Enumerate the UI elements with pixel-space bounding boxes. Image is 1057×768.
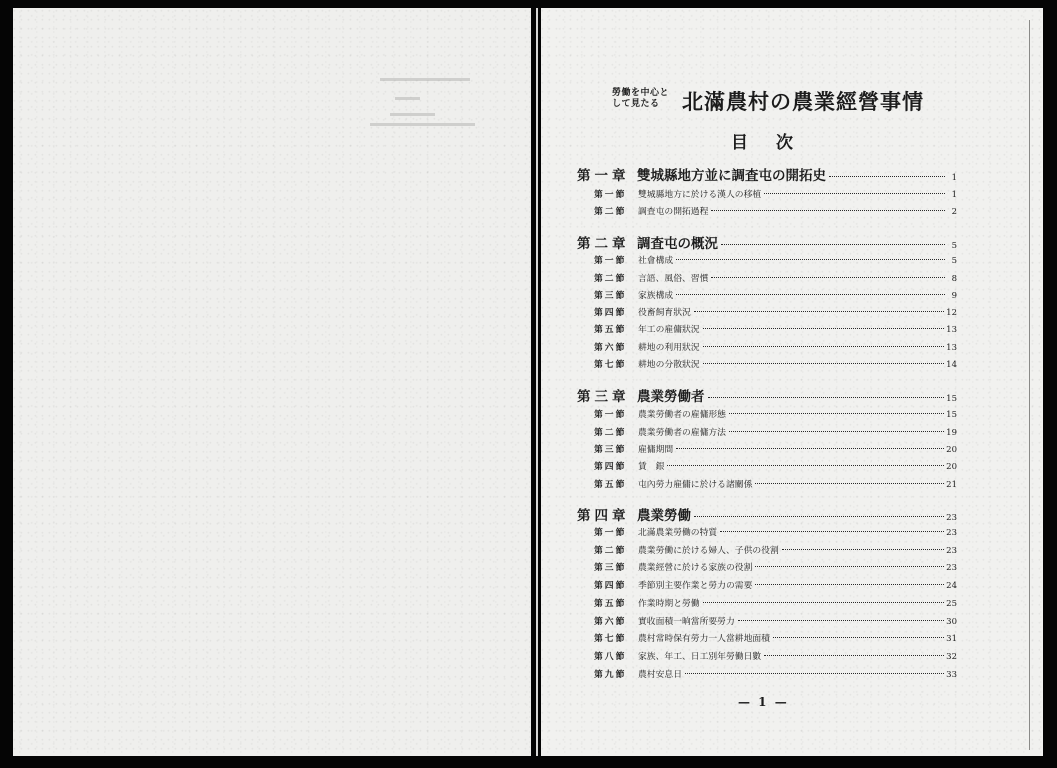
section-title: 季節別主要作業と勞力の需要 bbox=[638, 581, 753, 591]
section-title: 農業勞働者の雇傭形態 bbox=[638, 410, 726, 420]
book-subtitle-line-2: して見たる bbox=[612, 99, 660, 109]
section-label: 第七節 bbox=[594, 634, 627, 644]
dot-leader bbox=[703, 363, 945, 364]
toc-section bbox=[594, 459, 957, 473]
section-title: 農業勞働に於ける婦人、子供の役割 bbox=[638, 546, 779, 556]
section-label: 第四節 bbox=[594, 308, 627, 318]
dot-leader bbox=[708, 397, 945, 398]
section-title: 屯內勞力雇傭に於ける諸關係 bbox=[638, 480, 753, 490]
dot-leader bbox=[729, 413, 944, 414]
section-title: 賃 銀 bbox=[638, 462, 665, 472]
section-label: 第二節 bbox=[594, 207, 627, 217]
page-number: 2 bbox=[951, 207, 957, 217]
page-number: 8 bbox=[951, 274, 957, 284]
chapter-title: 雙城縣地方並に調査屯の開拓史 bbox=[637, 168, 826, 184]
toc-section bbox=[594, 614, 957, 628]
toc-section bbox=[594, 596, 957, 610]
page-number: 31 bbox=[946, 634, 957, 644]
section-title: 調査屯の開拓過程 bbox=[638, 207, 709, 217]
toc-section bbox=[594, 204, 957, 218]
dot-leader bbox=[694, 516, 944, 517]
section-label: 第一節 bbox=[594, 528, 627, 538]
section-label: 第三節 bbox=[594, 563, 627, 573]
section-title: 農村常時保有勞力一人當耕地面積 bbox=[638, 634, 770, 644]
dot-leader bbox=[755, 566, 944, 567]
chapter-title: 農業勞働者 bbox=[637, 389, 705, 405]
section-title: 作業時期と勞働 bbox=[638, 599, 700, 609]
toc-section bbox=[594, 543, 957, 557]
toc-section bbox=[594, 425, 957, 439]
section-label: 第五節 bbox=[594, 480, 627, 490]
page-number: 19 bbox=[946, 428, 957, 438]
toc-section bbox=[594, 253, 957, 267]
dot-leader bbox=[720, 531, 944, 532]
toc-section bbox=[594, 477, 957, 491]
page-number: 25 bbox=[946, 599, 957, 609]
page-number: 23 bbox=[946, 528, 957, 538]
dot-leader bbox=[764, 193, 945, 194]
dot-leader bbox=[755, 483, 944, 484]
dot-leader bbox=[711, 277, 945, 278]
page-number: 14 bbox=[946, 360, 957, 370]
toc-section bbox=[594, 357, 957, 371]
dot-leader bbox=[667, 465, 944, 466]
section-title: 農業經營に於ける家族の役割 bbox=[638, 563, 753, 573]
toc-section bbox=[594, 631, 957, 645]
toc-chapter-2 bbox=[577, 232, 957, 250]
toc-section bbox=[594, 271, 957, 285]
chapter-label: 第四章 bbox=[577, 508, 630, 524]
section-label: 第一節 bbox=[594, 410, 627, 420]
toc-section bbox=[594, 560, 957, 574]
toc-section bbox=[594, 407, 957, 421]
book-subtitle bbox=[612, 88, 669, 110]
page-number: 20 bbox=[946, 462, 957, 472]
section-title: 家族構成 bbox=[638, 291, 674, 301]
section-label: 第六節 bbox=[594, 617, 627, 627]
toc-section bbox=[594, 305, 957, 319]
section-label: 第七節 bbox=[594, 360, 627, 370]
toc-heading: 目次 bbox=[731, 133, 821, 153]
section-title: 耕地の分散狀況 bbox=[638, 360, 700, 370]
dot-leader bbox=[764, 655, 944, 656]
page-number: 9 bbox=[951, 291, 957, 301]
section-label: 第三節 bbox=[594, 445, 627, 455]
dot-leader bbox=[755, 584, 944, 585]
page-number: 33 bbox=[946, 670, 957, 680]
toc-section bbox=[594, 442, 957, 456]
book-subtitle-line-1: 勞働を中心と bbox=[612, 88, 670, 98]
dot-leader bbox=[703, 328, 945, 329]
dot-leader bbox=[782, 549, 944, 550]
dot-leader bbox=[694, 311, 944, 312]
dot-leader bbox=[676, 294, 945, 295]
dot-leader bbox=[703, 602, 945, 603]
dot-leader bbox=[721, 244, 945, 245]
toc-section bbox=[594, 649, 957, 663]
chapter-label: 第一章 bbox=[577, 168, 630, 184]
page-number: 15 bbox=[946, 394, 957, 404]
page-number: 32 bbox=[946, 652, 957, 662]
chapter-label: 第二章 bbox=[577, 236, 630, 252]
dot-leader bbox=[685, 673, 944, 674]
chapter-title: 農業勞働 bbox=[637, 508, 691, 524]
dot-leader bbox=[676, 259, 945, 260]
page-number: 15 bbox=[946, 410, 957, 420]
dot-leader bbox=[729, 431, 944, 432]
toc-section bbox=[594, 288, 957, 302]
left-page bbox=[13, 8, 531, 756]
section-label: 第二節 bbox=[594, 274, 627, 284]
section-label: 第一節 bbox=[594, 190, 627, 200]
toc-section bbox=[594, 667, 957, 681]
page-number: 5 bbox=[951, 241, 957, 251]
section-label: 第八節 bbox=[594, 652, 627, 662]
toc-section bbox=[594, 340, 957, 354]
toc-section bbox=[594, 322, 957, 336]
page-number: 21 bbox=[946, 480, 957, 490]
dot-leader bbox=[703, 346, 945, 347]
page-number: 12 bbox=[946, 308, 957, 318]
section-label: 第四節 bbox=[594, 581, 627, 591]
section-label: 第六節 bbox=[594, 343, 627, 353]
dot-leader bbox=[676, 448, 944, 449]
toc-chapter-4 bbox=[577, 504, 957, 522]
bleed-through-mark bbox=[380, 78, 470, 81]
section-label: 第一節 bbox=[594, 256, 627, 266]
section-title: 實收面積一晌當所要勞力 bbox=[638, 617, 735, 627]
page-number: 13 bbox=[946, 343, 957, 353]
section-label: 第五節 bbox=[594, 325, 627, 335]
page-number: 1 bbox=[951, 190, 957, 200]
bleed-through-mark bbox=[395, 97, 420, 100]
section-label: 第五節 bbox=[594, 599, 627, 609]
section-title: 社會構成 bbox=[638, 256, 674, 266]
page-folio: — 1 — bbox=[738, 695, 789, 709]
chapter-label: 第三章 bbox=[577, 389, 630, 405]
section-label: 第九節 bbox=[594, 670, 627, 680]
page-number: 1 bbox=[951, 173, 957, 183]
section-title: 年工の雇傭狀況 bbox=[638, 325, 700, 335]
chapter-title: 調査屯の概況 bbox=[637, 236, 718, 252]
section-title: 農業勞働者の雇傭方法 bbox=[638, 428, 726, 438]
book-title: 北滿農村の農業經營事情 bbox=[682, 89, 924, 114]
section-title: 雙城縣地方に於ける漢人の移植 bbox=[638, 190, 762, 200]
section-title: 雇傭期間 bbox=[638, 445, 674, 455]
book-spine bbox=[536, 8, 538, 756]
page-number: 24 bbox=[946, 581, 957, 591]
toc-section bbox=[594, 187, 957, 201]
section-title: 家族、年工、日工別年勞働日數 bbox=[638, 652, 762, 662]
page-number: 20 bbox=[946, 445, 957, 455]
page-number: 13 bbox=[946, 325, 957, 335]
section-label: 第三節 bbox=[594, 291, 627, 301]
dot-leader bbox=[829, 176, 945, 177]
section-label: 第二節 bbox=[594, 428, 627, 438]
toc-section bbox=[594, 578, 957, 592]
page-number: 23 bbox=[946, 546, 957, 556]
toc-chapter-3 bbox=[577, 385, 957, 403]
page-number: 23 bbox=[946, 513, 957, 523]
section-title: 役畜飼育狀況 bbox=[638, 308, 691, 318]
toc-section bbox=[594, 525, 957, 539]
bleed-through-mark bbox=[390, 113, 435, 116]
page-edge-line bbox=[1029, 20, 1030, 750]
page-number: 30 bbox=[946, 617, 957, 627]
section-title: 耕地の利用狀況 bbox=[638, 343, 700, 353]
dot-leader bbox=[773, 637, 944, 638]
section-title: 農村安息日 bbox=[638, 670, 682, 680]
section-title: 言語、風俗、習慣 bbox=[638, 274, 709, 284]
page-number: 5 bbox=[951, 256, 957, 266]
section-label: 第二節 bbox=[594, 546, 627, 556]
bleed-through-mark bbox=[370, 123, 475, 126]
section-title: 北滿農業勞働の特質 bbox=[638, 528, 718, 538]
dot-leader bbox=[738, 620, 944, 621]
toc-chapter-1 bbox=[577, 164, 957, 182]
dot-leader bbox=[711, 210, 945, 211]
section-label: 第四節 bbox=[594, 462, 627, 472]
page-number: 23 bbox=[946, 563, 957, 573]
